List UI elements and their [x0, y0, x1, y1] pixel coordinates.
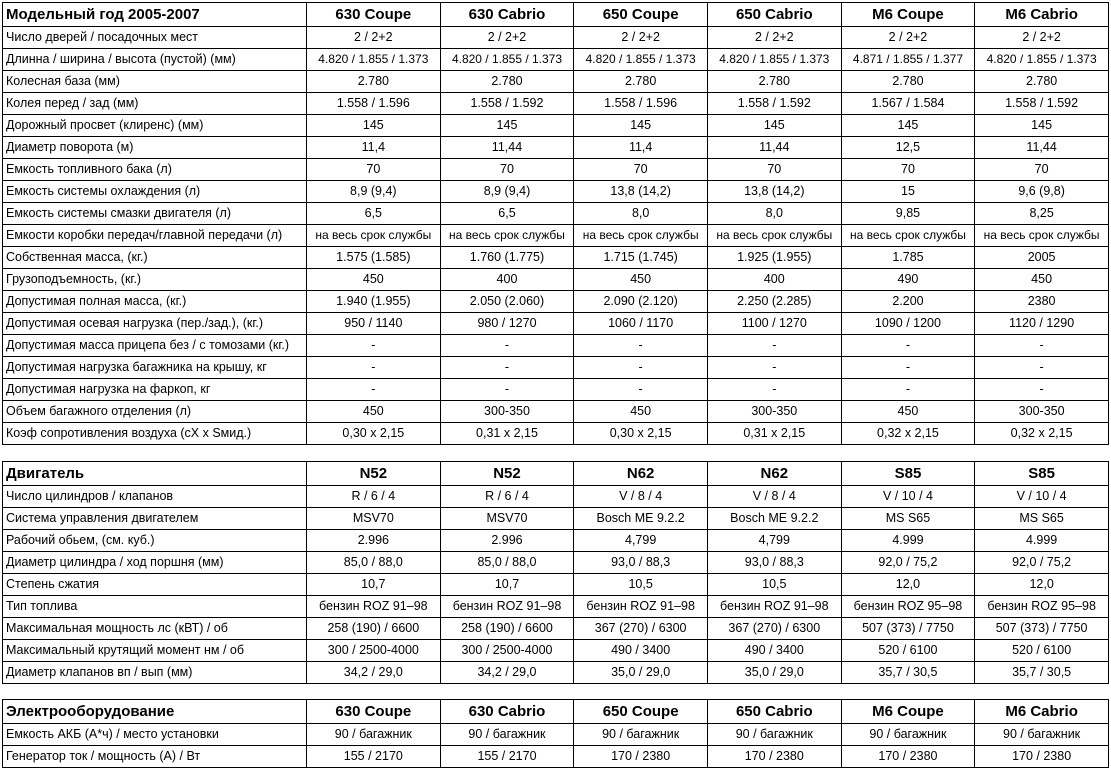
engine-specs-table — [2, 461, 1109, 684]
table-row — [3, 49, 1109, 71]
table-cell: 34,2 / 29,0 — [440, 662, 574, 684]
table-row — [3, 181, 1109, 203]
table-cell: - — [841, 357, 975, 379]
table-cell: 450 — [574, 401, 708, 423]
row-label: Генератор ток / мощность (А) / Вт — [3, 746, 307, 768]
table-cell: Bosch ME 9.2.2 — [707, 508, 841, 530]
row-label: Объем багажного отделения (л) — [3, 401, 307, 423]
table-row — [3, 618, 1109, 640]
column-header: S85 — [975, 462, 1109, 486]
table-cell: 70 — [440, 159, 574, 181]
table-cell: 2.780 — [574, 71, 708, 93]
table-cell: 0,31 x 2,15 — [707, 423, 841, 445]
table-cell: V / 10 / 4 — [841, 486, 975, 508]
table-cell: 155 / 2170 — [440, 746, 574, 768]
table-cell: 10,7 — [307, 574, 441, 596]
table-cell: 90 / багажник — [841, 724, 975, 746]
table-cell: на весь срок службы — [841, 225, 975, 247]
table-cell: 90 / багажник — [574, 724, 708, 746]
table-cell: 170 / 2380 — [707, 746, 841, 768]
table-cell: 12,0 — [975, 574, 1109, 596]
table-cell: 70 — [975, 159, 1109, 181]
row-label: Рабочий обьем, (см. куб.) — [3, 530, 307, 552]
table-cell: 70 — [707, 159, 841, 181]
table-cell: 1100 / 1270 — [707, 313, 841, 335]
table-cell: - — [707, 335, 841, 357]
table-row — [3, 313, 1109, 335]
table-cell: R / 6 / 4 — [440, 486, 574, 508]
table-cell: 490 — [841, 269, 975, 291]
row-label: Диаметр цилиндра / ход поршня (мм) — [3, 552, 307, 574]
table-cell: 1.558 / 1.596 — [574, 93, 708, 115]
table-cell: 35,0 / 29,0 — [707, 662, 841, 684]
table-cell: - — [440, 379, 574, 401]
table-cell: 507 (373) / 7750 — [975, 618, 1109, 640]
table-cell: 170 / 2380 — [975, 746, 1109, 768]
table-cell: на весь срок службы — [307, 225, 441, 247]
table-cell: 0,32 x 2,15 — [841, 423, 975, 445]
table-row — [3, 746, 1109, 768]
table-cell: 155 / 2170 — [307, 746, 441, 768]
table-cell: 2380 — [975, 291, 1109, 313]
table-cell: 2.780 — [440, 71, 574, 93]
table-cell: 70 — [307, 159, 441, 181]
row-label: Емкость топливного бака (л) — [3, 159, 307, 181]
table-cell: 2.780 — [307, 71, 441, 93]
table-cell: 2005 — [975, 247, 1109, 269]
table-cell: 12,5 — [841, 137, 975, 159]
table-row — [3, 379, 1109, 401]
table-cell: 11,44 — [707, 137, 841, 159]
column-header: N52 — [307, 462, 441, 486]
table-cell: 4.999 — [841, 530, 975, 552]
table-cell: 93,0 / 88,3 — [574, 552, 708, 574]
table-cell: 1.925 (1.955) — [707, 247, 841, 269]
table-header-row — [3, 3, 1109, 27]
row-label: Колесная база (мм) — [3, 71, 307, 93]
column-header: 630 Coupe — [307, 700, 441, 724]
table-cell: 450 — [841, 401, 975, 423]
row-label: Допустимая нагрузка багажника на крышу, кг — [3, 357, 307, 379]
table-cell: 2.996 — [440, 530, 574, 552]
table-cell: - — [307, 379, 441, 401]
column-header: 630 Cabrio — [440, 700, 574, 724]
table-cell: 1.715 (1.745) — [574, 247, 708, 269]
table-cell: - — [975, 357, 1109, 379]
table-cell: 92,0 / 75,2 — [841, 552, 975, 574]
column-header: 650 Cabrio — [707, 3, 841, 27]
table-cell: бензин ROZ 91–98 — [574, 596, 708, 618]
table-cell: - — [841, 335, 975, 357]
table-cell: бензин ROZ 91–98 — [440, 596, 574, 618]
table-cell: 1090 / 1200 — [841, 313, 975, 335]
table-cell: 13,8 (14,2) — [707, 181, 841, 203]
row-label: Собственная масса, (кг.) — [3, 247, 307, 269]
table-cell: - — [707, 379, 841, 401]
table-cell: 1.785 — [841, 247, 975, 269]
table-cell: 6,5 — [440, 203, 574, 225]
table-cell: 400 — [440, 269, 574, 291]
table-cell: 145 — [707, 115, 841, 137]
table-cell: 4,799 — [574, 530, 708, 552]
row-label: Степень сжатия — [3, 574, 307, 596]
table-row — [3, 93, 1109, 115]
table-cell: 300-350 — [440, 401, 574, 423]
table-cell: - — [574, 335, 708, 357]
table-row — [3, 137, 1109, 159]
table-cell: 400 — [707, 269, 841, 291]
table-cell: 93,0 / 88,3 — [707, 552, 841, 574]
table-row — [3, 530, 1109, 552]
table-cell: 9,6 (9,8) — [975, 181, 1109, 203]
table-row — [3, 291, 1109, 313]
table-cell: 4.820 / 1.855 / 1.373 — [440, 49, 574, 71]
table-cell: 2.996 — [307, 530, 441, 552]
row-label: Диаметр клапанов вп / вып (мм) — [3, 662, 307, 684]
table-cell: 450 — [574, 269, 708, 291]
table-header-row — [3, 462, 1109, 486]
column-header: 650 Coupe — [574, 700, 708, 724]
table-cell: 2.780 — [707, 71, 841, 93]
table-cell: 450 — [307, 401, 441, 423]
table-cell: 11,44 — [975, 137, 1109, 159]
table-cell: 0,30 x 2,15 — [307, 423, 441, 445]
table-cell: 300 / 2500-4000 — [440, 640, 574, 662]
table-row — [3, 662, 1109, 684]
table-row — [3, 574, 1109, 596]
table-cell: 8,0 — [574, 203, 708, 225]
table-row — [3, 159, 1109, 181]
table-cell: 10,5 — [707, 574, 841, 596]
column-header: 650 Coupe — [574, 3, 708, 27]
table-cell: 450 — [975, 269, 1109, 291]
row-label: Колея перед / зад (мм) — [3, 93, 307, 115]
section-title: Модельный год 2005-2007 — [3, 3, 307, 27]
table-cell: 300 / 2500-4000 — [307, 640, 441, 662]
column-header: M6 Coupe — [841, 3, 975, 27]
row-label: Допустимая полная масса, (кг.) — [3, 291, 307, 313]
table-cell: 34,2 / 29,0 — [307, 662, 441, 684]
table-cell: 1.558 / 1.596 — [307, 93, 441, 115]
table-cell: 520 / 6100 — [975, 640, 1109, 662]
column-header: M6 Cabrio — [975, 700, 1109, 724]
table-cell: 4,799 — [707, 530, 841, 552]
table-cell: 450 — [307, 269, 441, 291]
table-cell: бензин ROZ 95–98 — [975, 596, 1109, 618]
table-row — [3, 486, 1109, 508]
column-header: N52 — [440, 462, 574, 486]
table-cell: 4.820 / 1.855 / 1.373 — [707, 49, 841, 71]
table-cell: 4.999 — [975, 530, 1109, 552]
row-label: Максимальная мощность лс (кВТ) / об — [3, 618, 307, 640]
table-cell: 1.567 / 1.584 — [841, 93, 975, 115]
table-row — [3, 115, 1109, 137]
table-cell: 170 / 2380 — [841, 746, 975, 768]
row-label: Система управления двигателем — [3, 508, 307, 530]
column-header: N62 — [707, 462, 841, 486]
table-cell: - — [841, 379, 975, 401]
column-header: M6 Cabrio — [975, 3, 1109, 27]
table-cell: 258 (190) / 6600 — [440, 618, 574, 640]
row-label: Диаметр поворота (м) — [3, 137, 307, 159]
table-cell: на весь срок службы — [440, 225, 574, 247]
electrical-specs-table — [2, 699, 1109, 768]
table-cell: 70 — [841, 159, 975, 181]
table-cell: MS S65 — [975, 508, 1109, 530]
table-cell: 2.050 (2.060) — [440, 291, 574, 313]
table-cell: 1.760 (1.775) — [440, 247, 574, 269]
table-cell: 6,5 — [307, 203, 441, 225]
general-specs-table — [2, 2, 1109, 445]
table-cell: 1.940 (1.955) — [307, 291, 441, 313]
table-cell: - — [440, 335, 574, 357]
table-cell: 15 — [841, 181, 975, 203]
table-cell: R / 6 / 4 — [307, 486, 441, 508]
table-cell: MSV70 — [440, 508, 574, 530]
table-row — [3, 552, 1109, 574]
table-cell: 2 / 2+2 — [707, 27, 841, 49]
table-cell: 4.871 / 1.855 / 1.377 — [841, 49, 975, 71]
table-cell: 520 / 6100 — [841, 640, 975, 662]
table-cell: MSV70 — [307, 508, 441, 530]
table-cell: 90 / багажник — [707, 724, 841, 746]
table-cell: 8,9 (9,4) — [440, 181, 574, 203]
table-cell: 2.250 (2.285) — [707, 291, 841, 313]
table-cell: 490 / 3400 — [707, 640, 841, 662]
table-cell: 2 / 2+2 — [440, 27, 574, 49]
section-title: Двигатель — [3, 462, 307, 486]
table-row — [3, 247, 1109, 269]
table-cell: 170 / 2380 — [574, 746, 708, 768]
table-row — [3, 269, 1109, 291]
table-cell: 2 / 2+2 — [574, 27, 708, 49]
table-cell: 9,85 — [841, 203, 975, 225]
table-row — [3, 203, 1109, 225]
table-cell: 12,0 — [841, 574, 975, 596]
table-cell: бензин ROZ 91–98 — [307, 596, 441, 618]
table-cell: 2.090 (2.120) — [574, 291, 708, 313]
table-cell: 10,5 — [574, 574, 708, 596]
table-cell: - — [707, 357, 841, 379]
table-cell: 2.780 — [841, 71, 975, 93]
table-cell: 0,30 x 2,15 — [574, 423, 708, 445]
table-cell: - — [975, 379, 1109, 401]
table-cell: 85,0 / 88,0 — [440, 552, 574, 574]
table-cell: 10,7 — [440, 574, 574, 596]
table-row — [3, 401, 1109, 423]
table-cell: 950 / 1140 — [307, 313, 441, 335]
table-cell: 367 (270) / 6300 — [707, 618, 841, 640]
table-cell: 2 / 2+2 — [841, 27, 975, 49]
table-cell: 2 / 2+2 — [307, 27, 441, 49]
table-cell: 90 / багажник — [975, 724, 1109, 746]
table-row — [3, 724, 1109, 746]
table-cell: 2.780 — [975, 71, 1109, 93]
table-cell: MS S65 — [841, 508, 975, 530]
column-header: S85 — [841, 462, 975, 486]
table-cell: 2.200 — [841, 291, 975, 313]
table-cell: 1.558 / 1.592 — [975, 93, 1109, 115]
row-label: Дорожный просвет (клиренс) (мм) — [3, 115, 307, 137]
table-cell: - — [574, 357, 708, 379]
table-cell: 11,4 — [574, 137, 708, 159]
table-cell: 8,9 (9,4) — [307, 181, 441, 203]
table-cell: 1060 / 1170 — [574, 313, 708, 335]
table-cell: Bosch ME 9.2.2 — [574, 508, 708, 530]
table-cell: 92,0 / 75,2 — [975, 552, 1109, 574]
row-label: Грузоподъемность, (кг.) — [3, 269, 307, 291]
table-cell: 90 / багажник — [440, 724, 574, 746]
table-cell: 1.558 / 1.592 — [707, 93, 841, 115]
row-label: Тип топлива — [3, 596, 307, 618]
table-cell: 980 / 1270 — [440, 313, 574, 335]
table-cell: 300-350 — [707, 401, 841, 423]
row-label: Емкость АКБ (А*ч) / место установки — [3, 724, 307, 746]
table-cell: на весь срок службы — [574, 225, 708, 247]
table-cell: 35,7 / 30,5 — [841, 662, 975, 684]
table-cell: 0,31 x 2,15 — [440, 423, 574, 445]
section-title: Электрооборудование — [3, 700, 307, 724]
table-cell: 507 (373) / 7750 — [841, 618, 975, 640]
table-cell: 145 — [574, 115, 708, 137]
table-cell: V / 8 / 4 — [574, 486, 708, 508]
table-cell: 1.558 / 1.592 — [440, 93, 574, 115]
table-cell: - — [440, 357, 574, 379]
table-cell: - — [975, 335, 1109, 357]
table-cell: 2 / 2+2 — [975, 27, 1109, 49]
table-cell: 1.575 (1.585) — [307, 247, 441, 269]
table-cell: 8,25 — [975, 203, 1109, 225]
table-cell: 300-350 — [975, 401, 1109, 423]
table-row — [3, 357, 1109, 379]
table-cell: 4.820 / 1.855 / 1.373 — [975, 49, 1109, 71]
row-label: Емкости коробки передач/главной передачи (л) — [3, 225, 307, 247]
row-label: Коэф сопротивления воздуха (cX x Sмид.) — [3, 423, 307, 445]
table-row — [3, 71, 1109, 93]
column-header: M6 Coupe — [841, 700, 975, 724]
table-cell: бензин ROZ 95–98 — [841, 596, 975, 618]
table-cell: бензин ROZ 91–98 — [707, 596, 841, 618]
column-header: N62 — [574, 462, 708, 486]
row-label: Максимальный крутящий момент нм / об — [3, 640, 307, 662]
row-label: Емкость системы смазки двигателя (л) — [3, 203, 307, 225]
table-cell: 145 — [440, 115, 574, 137]
table-cell: 490 / 3400 — [574, 640, 708, 662]
table-cell: 85,0 / 88,0 — [307, 552, 441, 574]
table-cell: - — [574, 379, 708, 401]
table-cell: 145 — [975, 115, 1109, 137]
table-cell: 145 — [841, 115, 975, 137]
table-row — [3, 27, 1109, 49]
table-cell: на весь срок службы — [707, 225, 841, 247]
row-label: Длинна / ширина / высота (пустой) (мм) — [3, 49, 307, 71]
row-label: Допустимая осевая нагрузка (пер./зад.), (кг.) — [3, 313, 307, 335]
table-cell: 145 — [307, 115, 441, 137]
table-cell: 367 (270) / 6300 — [574, 618, 708, 640]
table-cell: 35,0 / 29,0 — [574, 662, 708, 684]
table-cell: - — [307, 335, 441, 357]
table-header-row — [3, 700, 1109, 724]
table-cell: 35,7 / 30,5 — [975, 662, 1109, 684]
table-cell: 70 — [574, 159, 708, 181]
table-row — [3, 596, 1109, 618]
row-label: Допустимая масса прицепа без / с томозами (кг.) — [3, 335, 307, 357]
table-cell: 11,4 — [307, 137, 441, 159]
table-cell: - — [307, 357, 441, 379]
table-cell: 4.820 / 1.855 / 1.373 — [307, 49, 441, 71]
column-header: 630 Coupe — [307, 3, 441, 27]
table-cell: 4.820 / 1.855 / 1.373 — [574, 49, 708, 71]
table-row — [3, 640, 1109, 662]
column-header: 650 Cabrio — [707, 700, 841, 724]
table-row — [3, 225, 1109, 247]
row-label: Емкость системы охлаждения (л) — [3, 181, 307, 203]
table-row — [3, 423, 1109, 445]
table-cell: 0,32 x 2,15 — [975, 423, 1109, 445]
table-cell: 13,8 (14,2) — [574, 181, 708, 203]
column-header: 630 Cabrio — [440, 3, 574, 27]
row-label: Число дверей / посадочных мест — [3, 27, 307, 49]
table-cell: 1120 / 1290 — [975, 313, 1109, 335]
table-row — [3, 335, 1109, 357]
row-label: Число цилиндров / клапанов — [3, 486, 307, 508]
table-cell: 11,44 — [440, 137, 574, 159]
table-cell: 258 (190) / 6600 — [307, 618, 441, 640]
table-cell: V / 10 / 4 — [975, 486, 1109, 508]
table-cell: V / 8 / 4 — [707, 486, 841, 508]
table-cell: 8,0 — [707, 203, 841, 225]
table-cell: на весь срок службы — [975, 225, 1109, 247]
table-cell: 90 / багажник — [307, 724, 441, 746]
table-row — [3, 508, 1109, 530]
row-label: Допустимая нагрузка на фаркоп, кг — [3, 379, 307, 401]
